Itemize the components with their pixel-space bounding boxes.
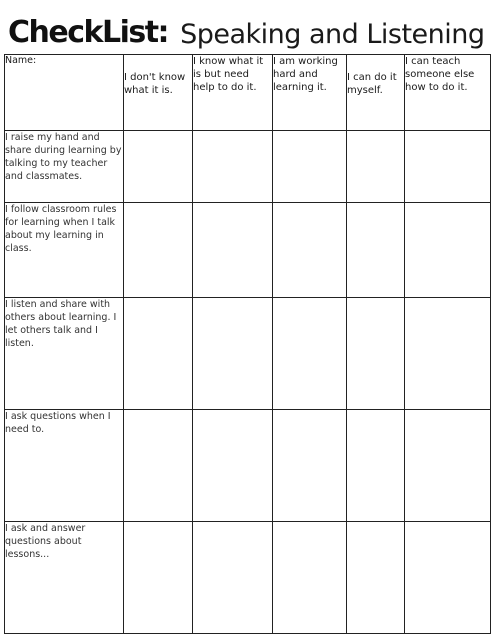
table-row [5, 410, 491, 522]
statement-5: I ask and answer questions about lessons... [5, 522, 124, 634]
check-cell[interactable] [347, 298, 405, 410]
table-row [5, 131, 491, 203]
table-row [5, 298, 491, 410]
check-cell[interactable] [124, 203, 193, 298]
title-checklist: CheckList: [8, 15, 169, 50]
check-cell[interactable] [193, 131, 273, 203]
name-label: Name: [5, 55, 37, 66]
check-cell[interactable] [347, 203, 405, 298]
check-cell[interactable] [405, 203, 491, 298]
statement-3: I listen and share with others about learning. I let others talk and I listen. [5, 298, 124, 410]
title-subject: Speaking and Listening [180, 19, 485, 50]
check-cell[interactable] [193, 203, 273, 298]
statement-2: I follow classroom rules for learning when I talk about my learning in class. [5, 203, 124, 298]
statement-1: I raise my hand and share during learning by talking to my teacher and classmates. [5, 131, 124, 203]
check-cell[interactable] [405, 410, 491, 522]
level-header-3: I am working hard and learning it. [273, 55, 347, 131]
check-cell[interactable] [273, 410, 347, 522]
check-cell[interactable] [347, 410, 405, 522]
check-cell[interactable] [193, 522, 273, 634]
check-cell[interactable] [273, 203, 347, 298]
check-cell[interactable] [273, 131, 347, 203]
check-cell[interactable] [193, 298, 273, 410]
check-cell[interactable] [124, 131, 193, 203]
check-cell[interactable] [405, 298, 491, 410]
page-title [8, 6, 488, 48]
statement-4: I ask questions when I need to. [5, 410, 124, 522]
check-cell[interactable] [124, 410, 193, 522]
check-cell[interactable] [273, 522, 347, 634]
check-cell[interactable] [193, 410, 273, 522]
check-cell[interactable] [347, 131, 405, 203]
name-field[interactable] [5, 55, 124, 131]
check-cell[interactable] [273, 298, 347, 410]
level-header-2: I know what it is but need help to do it. [193, 55, 273, 131]
table-row [5, 203, 491, 298]
level-header-1: I don't know what it is. [124, 55, 193, 131]
header-row [5, 55, 491, 131]
check-cell[interactable] [124, 298, 193, 410]
check-cell[interactable] [347, 522, 405, 634]
check-cell[interactable] [405, 522, 491, 634]
table-row [5, 522, 491, 634]
checklist-table [4, 54, 491, 634]
check-cell[interactable] [405, 131, 491, 203]
level-header-4: I can do it myself. [347, 55, 405, 131]
level-header-5: I can teach someone else how to do it. [405, 55, 491, 131]
check-cell[interactable] [124, 522, 193, 634]
